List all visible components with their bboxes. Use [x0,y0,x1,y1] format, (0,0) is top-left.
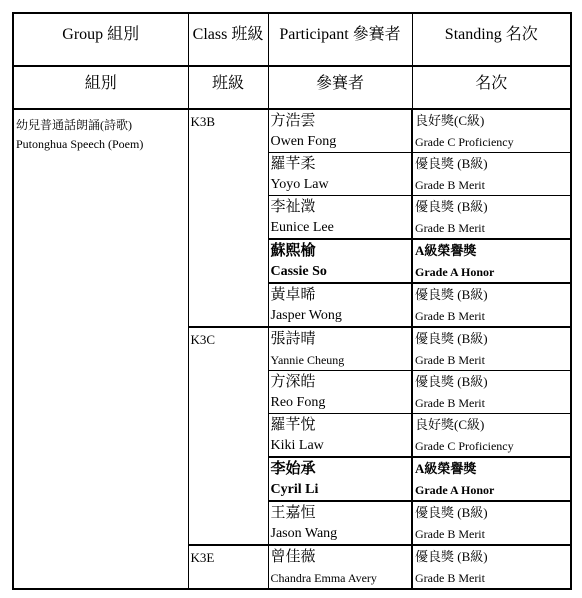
participant-name-zh: 李祉澂 [270,199,316,215]
standing-zh: 優良獎 (B級) [415,331,488,346]
standing-en: Grade C Proficiency [415,439,514,453]
standing-zh: 優良獎 (B級) [415,505,488,520]
participant-name-en: Kiki Law [270,438,324,453]
header-class: Class 班級 [188,13,268,66]
standing-en: Grade B Merit [415,527,485,541]
participant-cell [268,109,412,153]
participant-name-en: Cyril Li [270,482,319,497]
participant-name-zh: 羅芊悅 [270,417,316,433]
participant-name-zh: 方深皓 [270,374,316,390]
standing-zh: A級榮譽獎 [415,461,477,476]
standing-zh: 良好獎(C級) [415,113,485,128]
subheader-class: 班級 [188,66,268,109]
standing-cell [412,153,571,196]
standing-cell [412,545,571,589]
participant-name-zh: 張詩晴 [270,331,316,347]
results-body [13,109,571,589]
group-name-en: Putonghua Speech (Poem) [16,137,144,151]
participant-cell [268,545,412,589]
standing-en: Grade B Merit [415,309,485,323]
participant-name-en: Yannie Cheung [270,353,345,367]
participant-cell [268,196,412,240]
participant-name-zh: 王嘉恒 [270,505,316,521]
group-name-zh: 幼兒普通話朗誦(詩歌) [16,118,132,132]
standing-en: Grade B Merit [415,571,485,585]
participant-cell [268,327,412,371]
participant-cell [268,239,412,283]
participant-cell [268,501,412,545]
participant-cell [268,153,412,196]
participant-cell [268,371,412,414]
participant-name-zh: 曾佳薇 [270,549,316,565]
participant-name-zh: 方浩雲 [270,113,316,129]
standing-zh: 優良獎 (B級) [415,199,488,214]
standing-zh: 優良獎 (B級) [415,374,488,389]
participant-name-en: Jason Wang [270,526,338,541]
standing-en: Grade A Honor [415,265,495,279]
subheader-standing: 名次 [412,66,571,109]
participant-name-zh: 蘇熙榆 [270,243,316,259]
header-group: Group 組別 [13,13,188,66]
standing-cell [412,196,571,240]
standing-cell [412,414,571,458]
participant-name-en: Jasper Wong [270,308,342,323]
participant-name-zh: 李始承 [270,461,316,477]
participant-name-en: Yoyo Law [270,177,329,192]
standing-cell [412,371,571,414]
results-table [12,12,572,590]
standing-en: Grade A Honor [415,483,495,497]
standing-en: Grade B Merit [415,396,485,410]
standing-cell [412,501,571,545]
class-cell: K3C [188,327,268,545]
participant-name-zh: 羅芊柔 [270,156,316,172]
participant-cell [268,457,412,501]
class-cell: K3B [188,109,268,327]
subheader-row [13,66,571,109]
standing-zh: 優良獎 (B級) [415,287,488,302]
standing-cell [412,457,571,501]
header-participant: Participant 參賽者 [268,13,412,66]
participant-name-en: Reo Fong [270,395,326,410]
results-sheet [12,12,572,590]
participant-name-en: Owen Fong [270,134,337,149]
standing-zh: 優良獎 (B級) [415,156,488,171]
table-row [13,109,571,153]
standing-cell [412,283,571,327]
group-cell [13,109,188,589]
participant-name-zh: 黃卓晞 [270,287,316,303]
standing-en: Grade B Merit [415,353,485,367]
standing-cell [412,327,571,371]
class-cell: K3E [188,545,268,589]
standing-zh: A級榮譽獎 [415,243,477,258]
standing-cell [412,109,571,153]
participant-name-en: Cassie So [270,264,327,279]
standing-cell [412,239,571,283]
header-standing: Standing 名次 [412,13,571,66]
standing-en: Grade B Merit [415,178,485,192]
standing-en: Grade C Proficiency [415,135,514,149]
standing-zh: 優良獎 (B級) [415,549,488,564]
participant-name-en: Chandra Emma Avery [270,571,377,585]
subheader-participant: 參賽者 [268,66,412,109]
participant-cell [268,283,412,327]
standing-zh: 良好獎(C級) [415,417,485,432]
participant-cell [268,414,412,458]
standing-en: Grade B Merit [415,221,485,235]
subheader-group: 組別 [13,66,188,109]
participant-name-en: Eunice Lee [270,220,334,235]
header-row [13,13,571,66]
